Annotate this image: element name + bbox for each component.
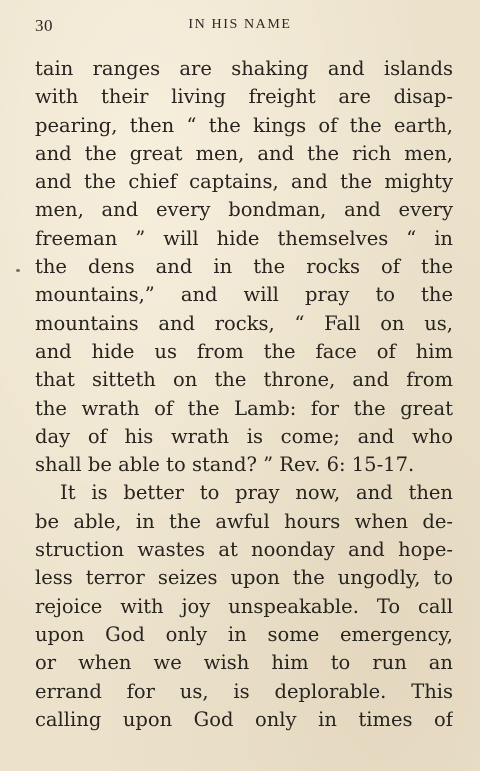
text-line: pearing, then “ the kings of the earth, (35, 113, 453, 137)
text-line: struction wastes at noonday and hope- (35, 538, 453, 562)
body-text (35, 55, 453, 734)
text-line: or when we wish him to run an (35, 651, 453, 675)
margin-speck (16, 269, 20, 272)
text-line: that sitteth on the throne, and from (35, 368, 453, 392)
page-header (0, 14, 480, 38)
text-line: men, and every bondman, and every (35, 198, 453, 222)
text-line: be able, in the awful hours when de- (35, 509, 453, 533)
text-line: with their living freight are disap- (35, 85, 453, 109)
text-line: day of his wrath is come; and who (35, 424, 453, 448)
text-line: tain ranges are shaking and islands (35, 57, 453, 80)
text-line: calling upon God only in times of (35, 707, 453, 731)
text-line: the wrath of the Lamb: for the great (35, 396, 453, 420)
text-line: rejoice with joy unspeakable. To call (35, 594, 453, 618)
text-line: mountains and rocks, “ Fall on us, (35, 311, 453, 335)
text-line: and the great men, and the rich men, (35, 141, 453, 165)
text-line: errand for us, is deplorable. This (35, 679, 453, 703)
text-line: and the chief captains, and the mighty (35, 170, 453, 194)
running-head: IN HIS NAME (188, 17, 292, 32)
page-number: 30 (35, 16, 53, 35)
text-line: less terror seizes upon the ungodly, to (35, 566, 453, 590)
text-line: mountains,” and will pray to the (35, 283, 453, 307)
paragraph-start-line: It is better to pray now, and then (60, 481, 453, 505)
text-line: upon God only in some emergency, (35, 622, 453, 646)
text-line: and hide us from the face of him (35, 339, 453, 363)
paragraph-end-line: shall be able to stand? ” Rev. 6: 15-17. (35, 453, 415, 477)
text-line: freeman ” will hide themselves “ in (35, 226, 453, 250)
text-line: the dens and in the rocks of the (35, 255, 453, 279)
